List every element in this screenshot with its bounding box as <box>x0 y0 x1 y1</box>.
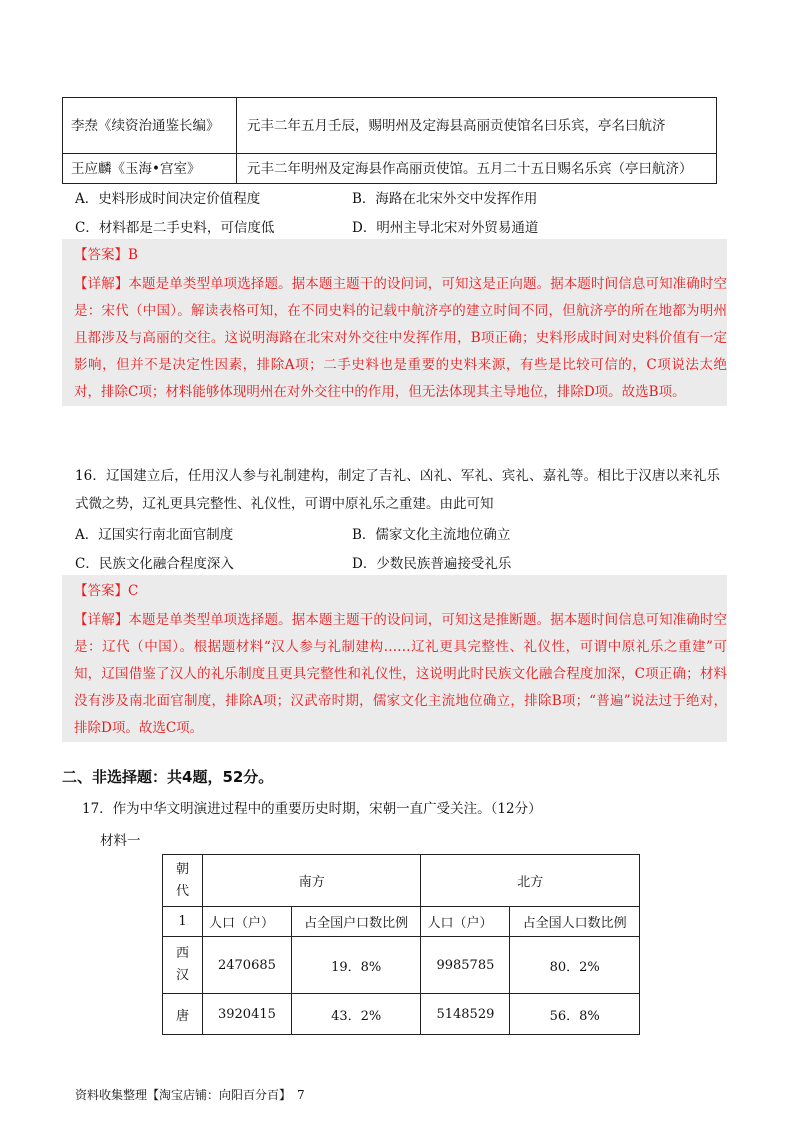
q16-answer-box <box>62 575 727 742</box>
q15-options-row-2 <box>75 216 715 236</box>
option-d: D．明州主导北宋对外贸易通道 <box>352 220 539 236</box>
dynasty-cell: 唐 <box>163 994 203 1035</box>
q15-answer-box <box>62 239 727 406</box>
answer-detail: 【详解】本题是单类型单项选择题。据本题主题干的设问词，可知这是正向题。据本题时间信息可知准确时空是：宋代（中国）。解读表格可知，在不同史料的记载中航济亭的建立时间不同，但航济亭的所在地都为明州且都涉及与高丽的交往。这说明海路在北宋对外交往中发挥作用，B项正确；史料形成时间对史料价值有一定影响，但并不是决定性因素，排除A项；二手史料也是重要的史料来源，有些是比较可信的，C项说法太绝对，排除C项；材料能够体现明州在对外交往中的作用，但无法体现其主导地位，排除D项。故选B项。 <box>74 276 727 400</box>
table-row <box>163 994 640 1035</box>
option-a: A．史料形成时间决定价值程度 <box>75 191 261 207</box>
south-pop-cell: 2470685 <box>203 937 292 994</box>
option-c: C．民族文化融合程度深入 <box>75 556 234 572</box>
option-b: B．儒家文化主流地位确立 <box>352 527 511 543</box>
north-pop-cell: 9985785 <box>421 937 510 994</box>
section-title: 二、非选择题：共4题，52分。 <box>62 768 274 786</box>
north-pct-cell: 56．8% <box>510 994 640 1035</box>
source-text-cell: 元丰二年明州及定海县作高丽贡使馆。五月二十五日赐名乐宾（亭曰航济） <box>237 154 717 184</box>
option-d: D．少数民族普遍接受礼乐 <box>352 556 512 572</box>
north-pop-cell: 5148529 <box>421 994 510 1035</box>
source-cell: 王应麟《玉海•宫室》 <box>63 154 237 184</box>
north-pct-cell: 80．2% <box>510 937 640 994</box>
q16-stem: 16．辽国建立后，任用汉人参与礼制建构，制定了吉礼、凶礼、军礼、宾礼、嘉礼等。相比于汉唐以来礼乐式微之势，辽礼更具完整性、礼仪性，可谓中原礼乐之重建。由此可知 <box>75 468 720 512</box>
south-header: 南方 <box>203 855 421 907</box>
source-cell: 李焘《续资治通鉴长编》 <box>63 98 237 154</box>
south-pct-cell: 43．2% <box>291 994 421 1035</box>
table-row <box>63 154 717 184</box>
page-footer: 资料收集整理【淘宝店铺：向阳百分百】 7 <box>75 1088 305 1102</box>
material-label: 材料一 <box>100 833 141 849</box>
option-a: A．辽国实行南北面官制度 <box>75 527 234 543</box>
q17-stem: 17．作为中华文明演进过程中的重要历史时期，宋朝一直广受关注。（12分） <box>82 801 542 817</box>
q15-options-row-1 <box>75 187 715 207</box>
option-c: C．材料都是二手史料，可信度低 <box>75 220 275 236</box>
q16-options-row-1 <box>75 523 715 543</box>
subheader-cell: 人口（户） <box>421 907 510 937</box>
q16-options-row-2 <box>75 552 715 572</box>
south-pop-cell: 3920415 <box>203 994 292 1035</box>
answer-label: 【答案】B <box>74 247 138 263</box>
subheader-cell: 1 <box>163 907 203 937</box>
dynasty-header: 朝 代 <box>163 855 203 907</box>
table-header-row <box>163 855 640 907</box>
answer-label: 【答案】C <box>74 583 139 599</box>
subheader-cell: 占全国户口数比例 <box>291 907 421 937</box>
answer-detail: 【详解】本题是单类型单项选择题。据本题主题干的设问词，可知这是推断题。据本题时间信息可知准确时空是：辽代（中国）。根据题材料“汉人参与礼制建构……辽礼更具完整性、礼仪性，可谓中原礼乐之重建”可知，辽国借鉴了汉人的礼乐制度且更具完整性和礼仪性，这说明此时民族文化融合程度加深，C项正确；材料没有涉及南北面官制度，排除A项；汉武帝时期，儒家文化主流地位确立，排除B项；“普遍”说法过于绝对，排除D项。故选C项。 <box>74 612 727 736</box>
dynasty-cell: 西 汉 <box>163 937 203 994</box>
north-header: 北方 <box>421 855 640 907</box>
table-row <box>163 937 640 994</box>
table-subheader-row <box>163 907 640 937</box>
south-pct-cell: 19．8% <box>291 937 421 994</box>
population-table <box>162 854 640 1035</box>
subheader-cell: 占全国人口数比例 <box>510 907 640 937</box>
subheader-cell: 人口（户） <box>203 907 292 937</box>
table-row <box>63 98 717 154</box>
source-comparison-table <box>62 97 717 184</box>
source-text-cell: 元丰二年五月壬辰，赐明州及定海县高丽贡使馆名曰乐宾，亭名曰航济 <box>237 98 717 154</box>
option-b: B．海路在北宋外交中发挥作用 <box>352 191 538 207</box>
